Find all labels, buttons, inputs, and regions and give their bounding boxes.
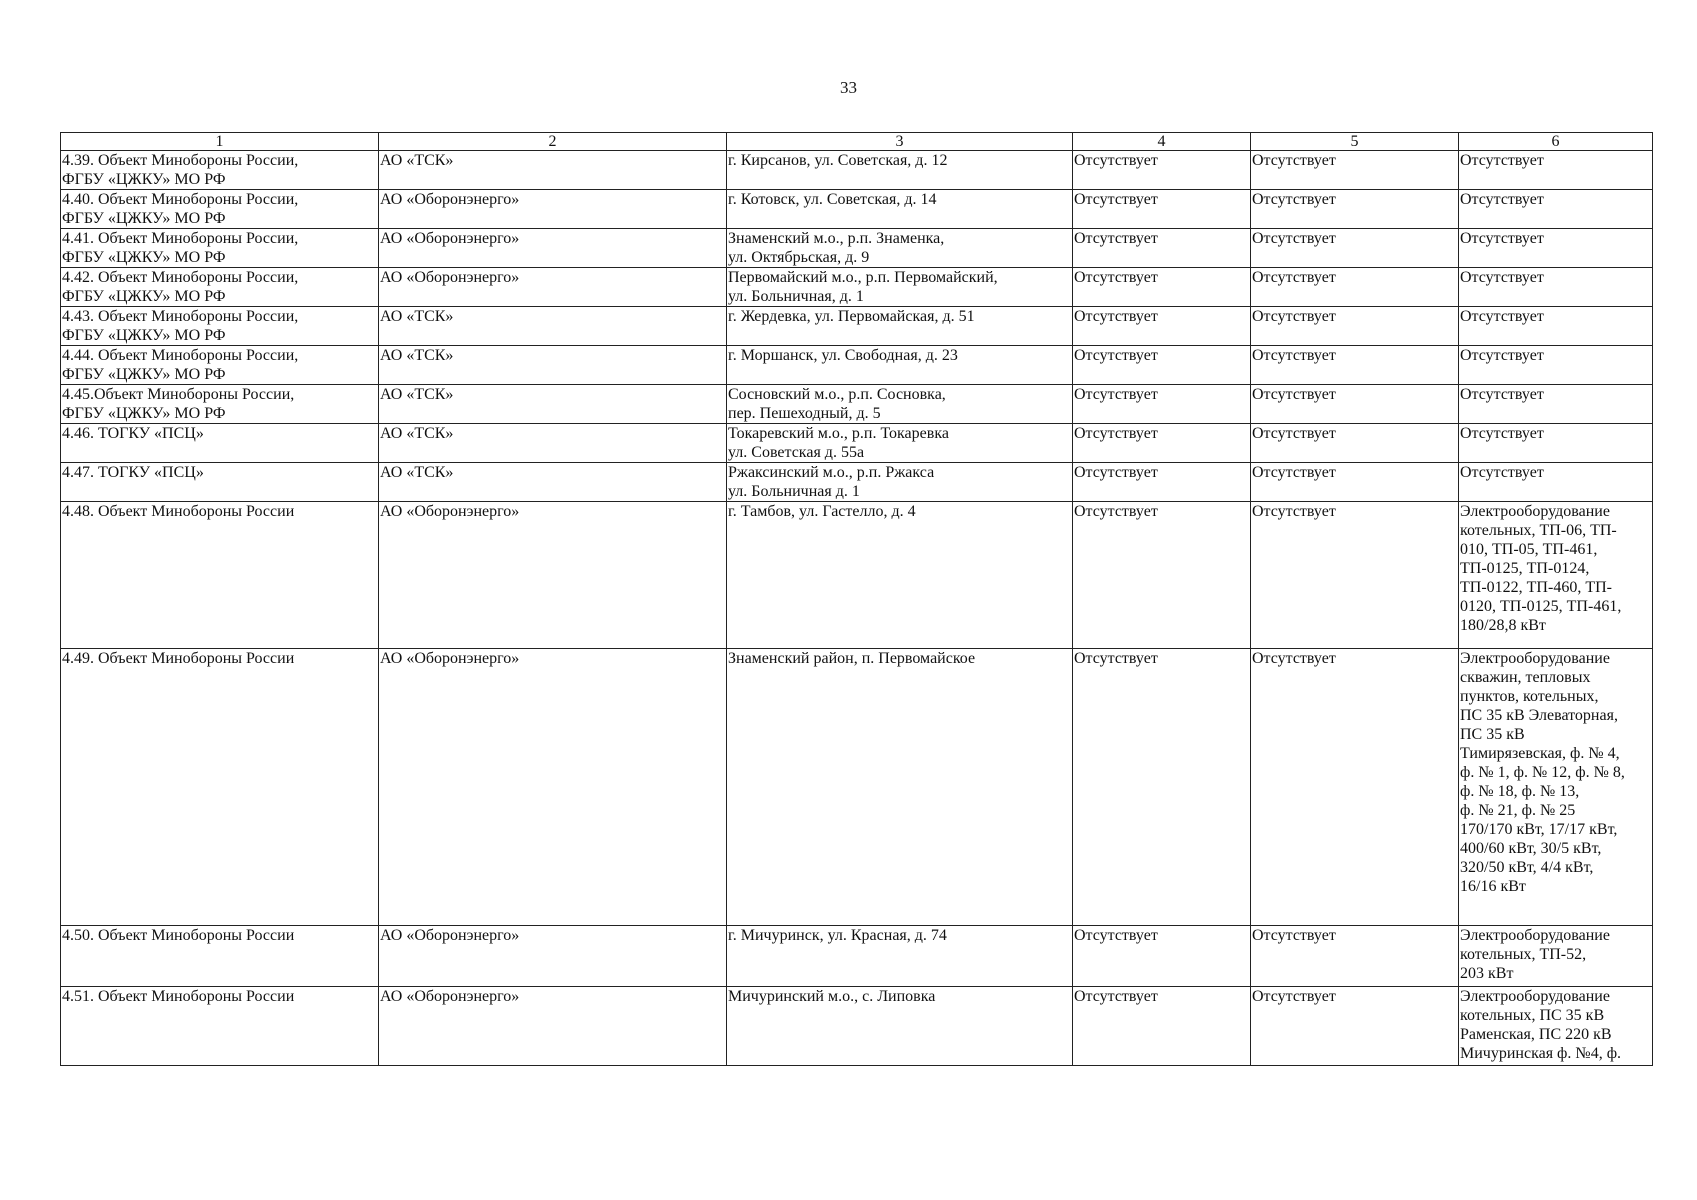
column-4-cell: Отсутствует xyxy=(1073,229,1251,268)
column-6-cell: Отсутствует xyxy=(1459,307,1653,346)
address-cell: Первомайский м.о., р.п. Первомайский, ул. Больничная, д. 1 xyxy=(727,268,1073,307)
column-5-cell: Отсутствует xyxy=(1251,502,1459,649)
organization-cell: АО «ТСК» xyxy=(379,151,727,190)
organization-cell: АО «Оборонэнерго» xyxy=(379,229,727,268)
organization-cell: АО «Оборонэнерго» xyxy=(379,190,727,229)
table-row xyxy=(61,926,1653,987)
column-5-cell: Отсутствует xyxy=(1251,926,1459,987)
address-cell: г. Моршанск, ул. Свободная, д. 23 xyxy=(727,346,1073,385)
column-6-cell: Отсутствует xyxy=(1459,385,1653,424)
table-row xyxy=(61,649,1653,926)
column-header: 6 xyxy=(1459,133,1653,151)
object-cell: 4.42. Объект Минобороны России, ФГБУ «ЦЖКУ» МО РФ xyxy=(61,268,379,307)
object-cell: 4.41. Объект Минобороны России, ФГБУ «ЦЖКУ» МО РФ xyxy=(61,229,379,268)
column-header: 4 xyxy=(1073,133,1251,151)
address-cell: г. Тамбов, ул. Гастелло, д. 4 xyxy=(727,502,1073,649)
column-4-cell: Отсутствует xyxy=(1073,151,1251,190)
object-cell: 4.51. Объект Минобороны России xyxy=(61,987,379,1066)
organization-cell: АО «Оборонэнерго» xyxy=(379,268,727,307)
column-6-cell: Электрооборудование котельных, ПС 35 кВ Раменская, ПС 220 кВ Мичуринская ф. №4, ф. xyxy=(1459,987,1653,1066)
column-5-cell: Отсутствует xyxy=(1251,229,1459,268)
column-6-cell: Отсутствует xyxy=(1459,268,1653,307)
page-number: 33 xyxy=(840,78,857,97)
column-6-cell: Электрооборудование котельных, ТП-52, 203 кВт xyxy=(1459,926,1653,987)
object-cell: 4.46. ТОГКУ «ПСЦ» xyxy=(61,424,379,463)
column-5-cell: Отсутствует xyxy=(1251,346,1459,385)
table-row xyxy=(61,190,1653,229)
column-4-cell: Отсутствует xyxy=(1073,424,1251,463)
column-4-cell: Отсутствует xyxy=(1073,346,1251,385)
column-4-cell: Отсутствует xyxy=(1073,385,1251,424)
column-4-cell: Отсутствует xyxy=(1073,502,1251,649)
organization-cell: АО «ТСК» xyxy=(379,424,727,463)
column-4-cell: Отсутствует xyxy=(1073,987,1251,1066)
table-row xyxy=(61,346,1653,385)
column-6-cell: Отсутствует xyxy=(1459,229,1653,268)
object-cell: 4.40. Объект Минобороны России, ФГБУ «ЦЖКУ» МО РФ xyxy=(61,190,379,229)
object-cell: 4.39. Объект Минобороны России, ФГБУ «ЦЖКУ» МО РФ xyxy=(61,151,379,190)
column-4-cell: Отсутствует xyxy=(1073,190,1251,229)
address-cell: Сосновский м.о., р.п. Сосновка, пер. Пешеходный, д. 5 xyxy=(727,385,1073,424)
table-row xyxy=(61,307,1653,346)
column-4-cell: Отсутствует xyxy=(1073,463,1251,502)
table-row xyxy=(61,151,1653,190)
column-header: 2 xyxy=(379,133,727,151)
organization-cell: АО «ТСК» xyxy=(379,307,727,346)
column-header: 5 xyxy=(1251,133,1459,151)
address-cell: г. Котовск, ул. Советская, д. 14 xyxy=(727,190,1073,229)
address-cell: Знаменский район, п. Первомайское xyxy=(727,649,1073,926)
organization-cell: АО «ТСК» xyxy=(379,385,727,424)
column-6-cell: Электрооборудование котельных, ТП-06, ТП- 010, ТП-05, ТП-461, ТП-0125, ТП-0124, ТП-0122, ТП-460, ТП- 0120, ТП-0125, ТП-461, 180/28,8 кВт xyxy=(1459,502,1653,649)
address-cell: Ржаксинский м.о., р.п. Ржакса ул. Больничная д. 1 xyxy=(727,463,1073,502)
column-5-cell: Отсутствует xyxy=(1251,268,1459,307)
column-4-cell: Отсутствует xyxy=(1073,307,1251,346)
column-5-cell: Отсутствует xyxy=(1251,424,1459,463)
organization-cell: АО «Оборонэнерго» xyxy=(379,502,727,649)
column-4-cell: Отсутствует xyxy=(1073,649,1251,926)
table-row xyxy=(61,229,1653,268)
column-6-cell: Отсутствует xyxy=(1459,346,1653,385)
table-row xyxy=(61,987,1653,1066)
object-cell: 4.43. Объект Минобороны России, ФГБУ «ЦЖКУ» МО РФ xyxy=(61,307,379,346)
table-row xyxy=(61,385,1653,424)
organization-cell: АО «Оборонэнерго» xyxy=(379,649,727,926)
organization-cell: АО «ТСК» xyxy=(379,463,727,502)
column-6-cell: Электрооборудование скважин, тепловых пунктов, котельных, ПС 35 кВ Элеваторная, ПС 35 кВ Тимирязевская, ф. № 4, ф. № 1, ф. № 12, ф. № 8, ф. № 18, ф. № 13, ф. № 21, ф. № 25 170/170 кВт, 17/17 кВт, 400/60 кВт, 30/5 кВт, 320/50 кВт, 4/4 кВт, 16/16 кВт xyxy=(1459,649,1653,926)
column-5-cell: Отсутствует xyxy=(1251,307,1459,346)
column-5-cell: Отсутствует xyxy=(1251,987,1459,1066)
column-5-cell: Отсутствует xyxy=(1251,151,1459,190)
data-table xyxy=(60,132,1653,1066)
column-4-cell: Отсутствует xyxy=(1073,268,1251,307)
table-row xyxy=(61,463,1653,502)
address-cell: Токаревский м.о., р.п. Токаревка ул. Советская д. 55а xyxy=(727,424,1073,463)
column-5-cell: Отсутствует xyxy=(1251,385,1459,424)
address-cell: г. Жердевка, ул. Первомайская, д. 51 xyxy=(727,307,1073,346)
column-6-cell: Отсутствует xyxy=(1459,463,1653,502)
column-5-cell: Отсутствует xyxy=(1251,190,1459,229)
column-6-cell: Отсутствует xyxy=(1459,190,1653,229)
column-4-cell: Отсутствует xyxy=(1073,926,1251,987)
column-5-cell: Отсутствует xyxy=(1251,649,1459,926)
organization-cell: АО «Оборонэнерго» xyxy=(379,987,727,1066)
table-row xyxy=(61,424,1653,463)
address-cell: г. Кирсанов, ул. Советская, д. 12 xyxy=(727,151,1073,190)
organization-cell: АО «Оборонэнерго» xyxy=(379,926,727,987)
column-header: 1 xyxy=(61,133,379,151)
column-6-cell: Отсутствует xyxy=(1459,151,1653,190)
organization-cell: АО «ТСК» xyxy=(379,346,727,385)
column-6-cell: Отсутствует xyxy=(1459,424,1653,463)
table-row xyxy=(61,502,1653,649)
address-cell: Мичуринский м.о., с. Липовка xyxy=(727,987,1073,1066)
object-cell: 4.44. Объект Минобороны России, ФГБУ «ЦЖКУ» МО РФ xyxy=(61,346,379,385)
object-cell: 4.50. Объект Минобороны России xyxy=(61,926,379,987)
column-header: 3 xyxy=(727,133,1073,151)
address-cell: Знаменский м.о., р.п. Знаменка, ул. Октябрьская, д. 9 xyxy=(727,229,1073,268)
header-row xyxy=(61,133,1653,151)
address-cell: г. Мичуринск, ул. Красная, д. 74 xyxy=(727,926,1073,987)
object-cell: 4.48. Объект Минобороны России xyxy=(61,502,379,649)
object-cell: 4.47. ТОГКУ «ПСЦ» xyxy=(61,463,379,502)
object-cell: 4.45.Объект Минобороны России, ФГБУ «ЦЖКУ» МО РФ xyxy=(61,385,379,424)
object-cell: 4.49. Объект Минобороны России xyxy=(61,649,379,926)
table-row xyxy=(61,268,1653,307)
column-5-cell: Отсутствует xyxy=(1251,463,1459,502)
